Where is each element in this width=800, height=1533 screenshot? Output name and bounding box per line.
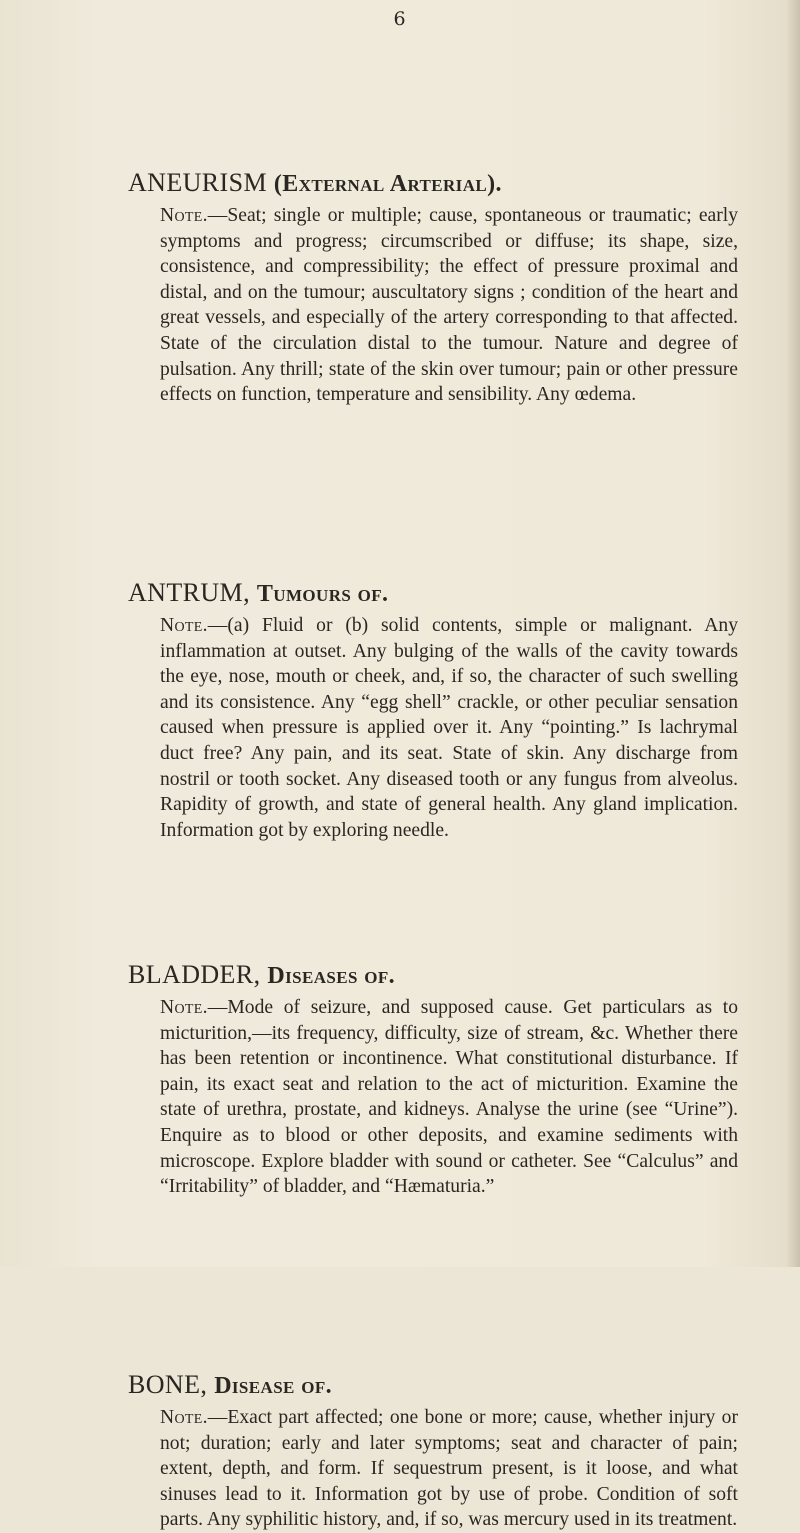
note-label: Note. xyxy=(160,615,208,636)
entry-antrum xyxy=(128,578,738,843)
entry-heading xyxy=(128,1370,738,1401)
note-text: —(a) Fluid or (b) solid contents, simple or malignant. Any inflammation at outset. Any bulging of the walls of the cavity towards the eye, nose, mouth or cheek, and, if so, the character of such swelling and its consistence. Any “egg shell” crackle, or other peculiar sensation caused when pressure is applied over it. Any “pointing.” Is lachrymal duct free? Any pain, and its seat. State of skin. Any discharge from nostril or tooth socket. Any diseased tooth or any fungus from alveolus. Rapidity of growth, and state of general health. Any gland implication. Information got by exploring needle. xyxy=(160,615,738,841)
note-text: —Seat; single or multiple; cause, spontaneous or traumatic; early symptoms and progress; circumscribed or diffuse; its shape, size, consistence, and compressibility; the effect of pressure proximal and distal, and on the tumour; auscultatory signs ; condition of the heart and great vessels, and especially of the artery corresponding to that affected. State of the circulation distal to the tumour. Nature and degree of pulsation. Any thrill; state of the skin over tumour; pain or other pressure effects on function, temperature and sensibility. Any œdema. xyxy=(160,205,738,406)
heading-subtitle: Tumours of. xyxy=(256,581,389,607)
note-label: Note. xyxy=(160,205,208,226)
heading-subtitle: Diseases of. xyxy=(267,963,396,989)
entry-bladder xyxy=(128,960,738,1200)
entry-aneurism xyxy=(128,168,738,408)
entry-heading xyxy=(128,168,738,199)
heading-subtitle: (External Arterial). xyxy=(273,171,502,197)
entry-bone xyxy=(128,1370,738,1533)
entry-heading xyxy=(128,960,738,991)
entry-note xyxy=(128,203,738,408)
note-text: —Exact part affected; one bone or more; cause, whether injury or not; duration; early and later symptoms; seat and character of pain; extent, depth, and form. If sequestrum present, is it loose, and what sinuses lead to it. Information got by use of probe. Condition of soft parts. Any syphilitic history, and, if so, was mercury used in its treatment. xyxy=(160,1407,738,1531)
heading-word: ANEURISM xyxy=(128,168,267,197)
heading-word: BLADDER, xyxy=(128,960,261,989)
page-edge-shadow xyxy=(786,0,800,1267)
note-label: Note. xyxy=(160,997,208,1018)
entry-note xyxy=(128,995,738,1200)
note-label: Note. xyxy=(160,1407,208,1428)
entry-heading xyxy=(128,578,738,609)
note-text: —Mode of seizure, and supposed cause. Get particulars as to micturition,—its frequency, difficulty, size of stream, &c. Whether there has been retention or incontinence. What constitutional disturbance. If pain, its exact seat and relation to the act of micturition. Examine the state of urethra, prostate, and kidneys. Analyse the urine (see “Urine”). Enquire as to blood or other deposits, and examine sediments with microscope. Explore bladder with sound or catheter. See “Calculus” and “Irritability” of bladder, and “Hæmaturia.” xyxy=(160,997,738,1198)
page-number: 6 xyxy=(393,8,407,30)
heading-subtitle: Disease of. xyxy=(214,1373,333,1399)
heading-word: BONE, xyxy=(128,1370,208,1399)
heading-word: ANTRUM, xyxy=(128,578,250,607)
entry-note xyxy=(128,1405,738,1533)
entry-note xyxy=(128,613,738,843)
